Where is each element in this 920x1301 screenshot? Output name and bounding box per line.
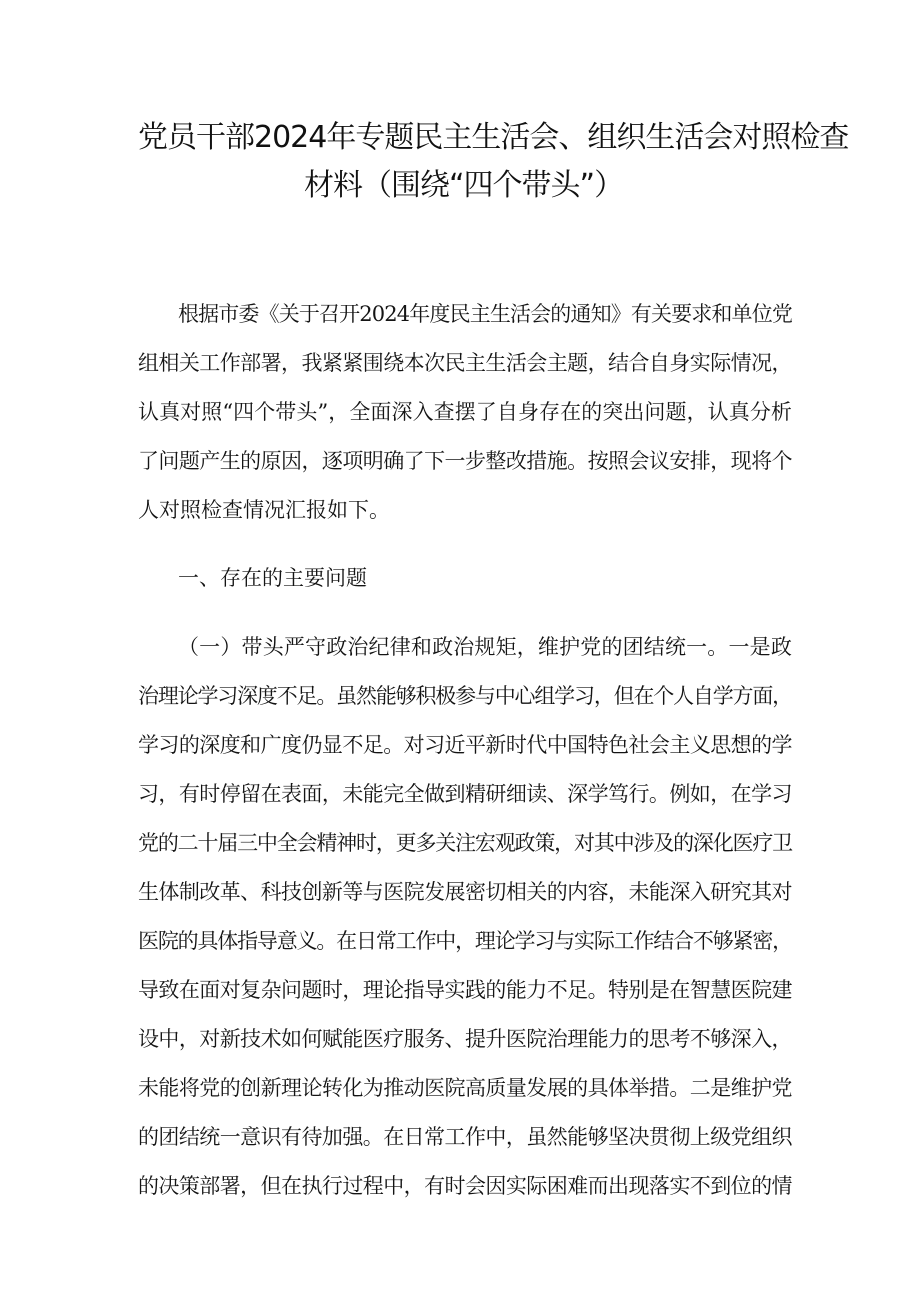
document-title-line-2: 材料（围绕“四个带头”）	[304, 168, 624, 203]
section1-line-8: 导致在面对复杂问题时，理论指导实践的能力不足。特别是在智慧医院建	[138, 978, 792, 1002]
section1-line-2: 治理论学习深度不足。虽然能够积极参与中心组学习，但在个人自学方面，	[138, 684, 792, 708]
section-heading: 一、存在的主要问题	[178, 566, 367, 590]
section1-line-12: 的决策部署，但在执行过程中，有时会因实际困难而出现落实不到位的情	[138, 1174, 792, 1198]
section1-line-11: 的团结统一意识有待加强。在日常工作中，虽然能够坚决贯彻上级党组织	[138, 1125, 792, 1149]
section1-line-7: 医院的具体指导意义。在日常工作中，理论学习与实际工作结合不够紧密，	[138, 929, 792, 953]
intro-line-4: 了问题产生的原因，逐项明确了下一步整改措施。按照会议安排，现将个	[138, 449, 792, 473]
section1-line-6: 生体制改革、科技创新等与医院发展密切相关的内容，未能深入研究其对	[138, 880, 792, 904]
intro-line-3: 认真对照“四个带头”，全面深入查摆了自身存在的突出问题，认真分析	[138, 400, 792, 424]
intro-line-2: 组相关工作部署，我紧紧围绕本次民主生活会主题，结合自身实际情况，	[138, 351, 792, 375]
intro-line-5: 人对照检查情况汇报如下。	[138, 498, 390, 522]
intro-line-1: 根据市委《关于召开2024年度民主生活会的通知》有关要求和单位党	[178, 302, 792, 326]
document-title-line-1: 党员干部2024年专题民主生活会、组织生活会对照检查	[138, 120, 849, 155]
section1-line-3: 学习的深度和广度仍显不足。对习近平新时代中国特色社会主义思想的学	[138, 733, 792, 757]
section1-line-10: 未能将党的创新理论转化为推动医院高质量发展的具体举措。二是维护党	[138, 1076, 792, 1100]
section1-line-1: （一）带头严守政治纪律和政治规矩，维护党的团结统一。一是政	[178, 635, 792, 659]
section1-line-9: 设中，对新技术如何赋能医疗服务、提升医院治理能力的思考不够深入，	[138, 1027, 792, 1051]
section1-line-5: 党的二十届三中全会精神时，更多关注宏观政策，对其中涉及的深化医疗卫	[138, 831, 792, 855]
section1-line-4: 习，有时停留在表面，未能完全做到精研细读、深学笃行。例如，在学习	[138, 782, 792, 806]
